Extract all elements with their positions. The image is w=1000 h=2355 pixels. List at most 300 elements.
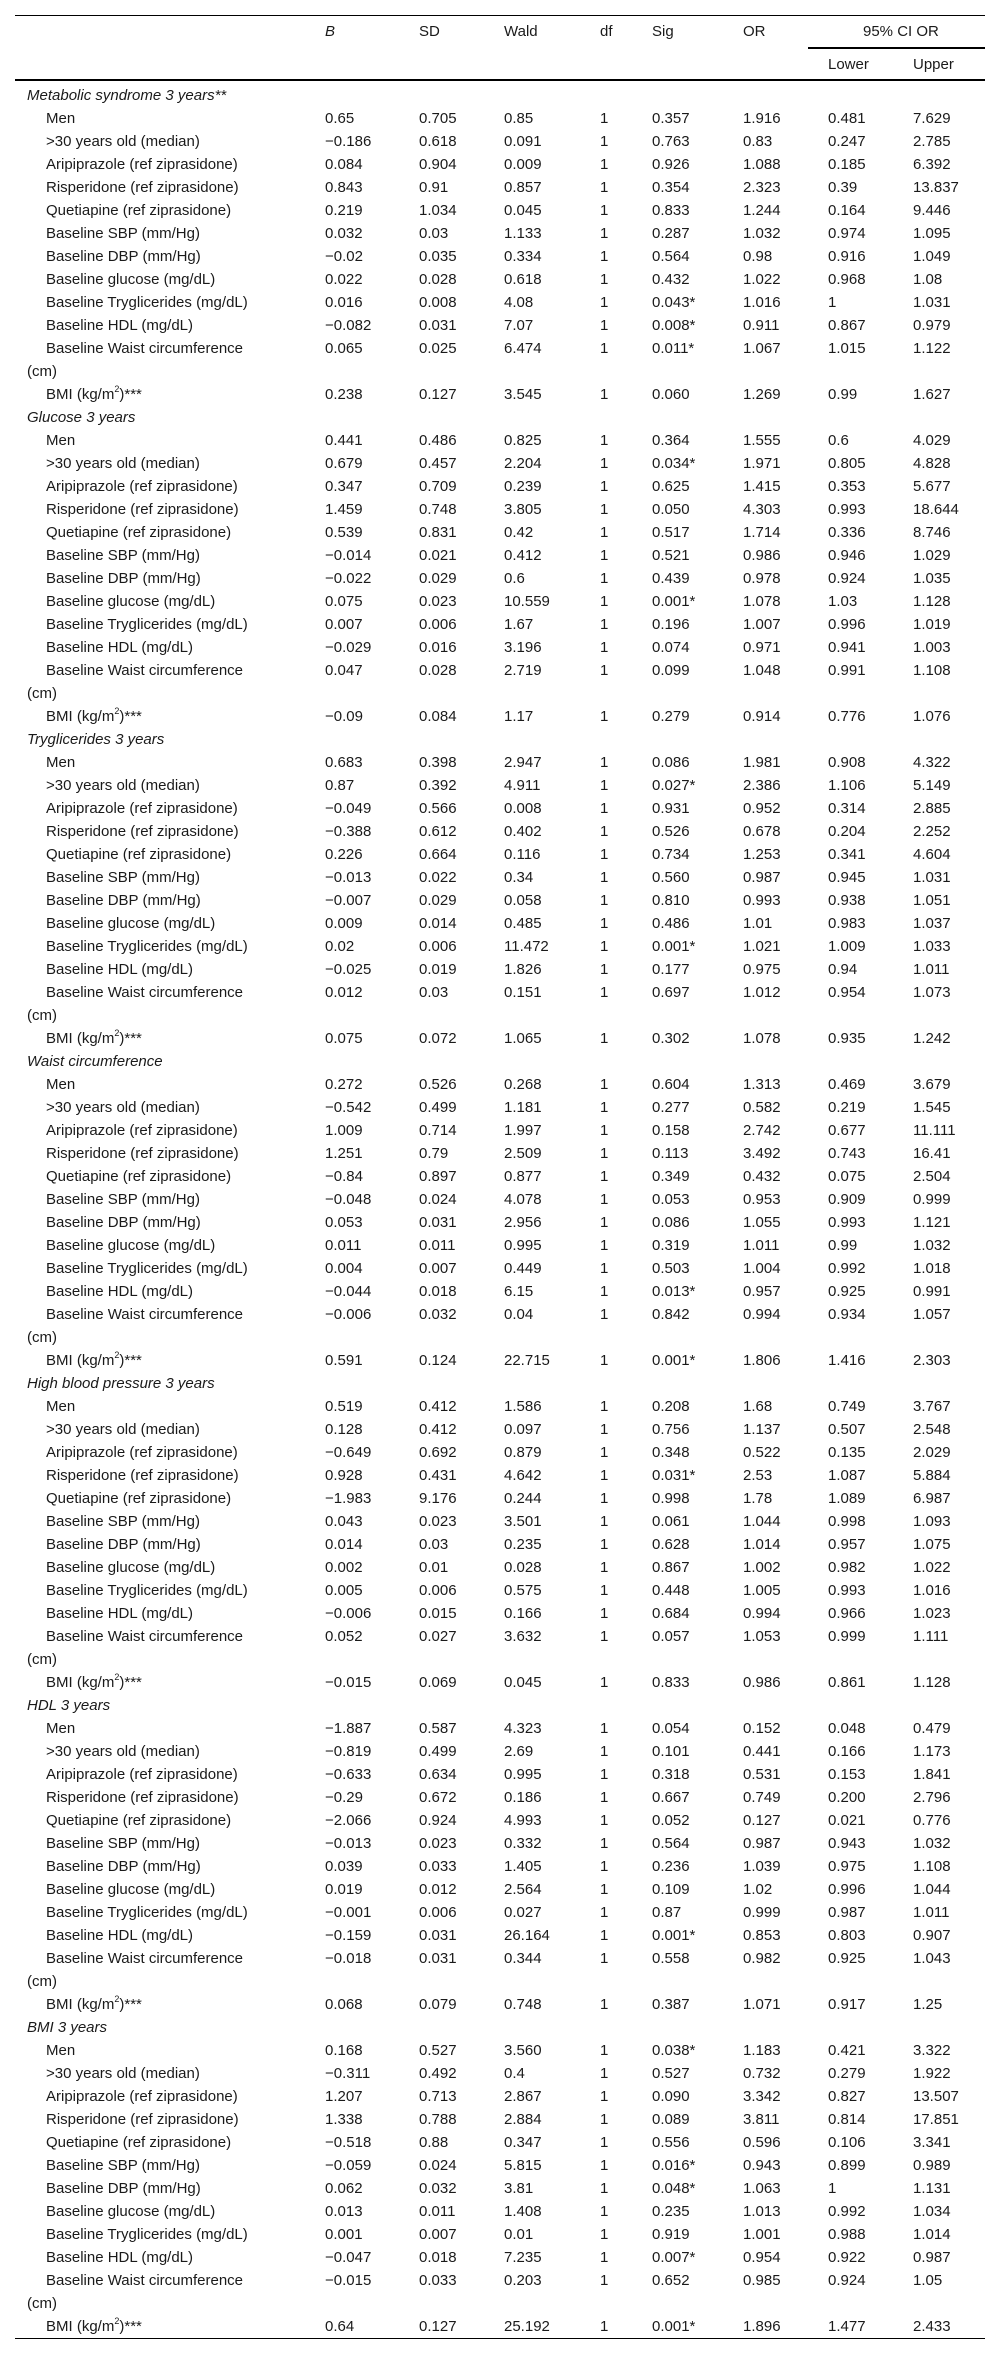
cell-b: −0.047 (325, 2249, 372, 2266)
cell-wald: 2.867 (504, 2088, 542, 2105)
cell-wald: 26.164 (504, 1927, 550, 1944)
cell-sd: 0.714 (419, 1122, 457, 1139)
cell-or: 1.071 (743, 1996, 781, 2013)
cell-or: 0.982 (743, 1950, 781, 1967)
row-label-text: Baseline SBP (mm/Hg) (46, 1513, 200, 1530)
table-row (15, 1786, 985, 1809)
table-row (15, 268, 985, 291)
cell-df: 1 (600, 1030, 609, 1047)
table-row (15, 590, 985, 613)
cell-ci-upper: 1.044 (913, 1881, 951, 1898)
cell-ci-lower: 1.087 (828, 1467, 866, 1484)
cell-or: 0.986 (743, 1674, 781, 1691)
cell-ci-lower: 0.421 (828, 2042, 866, 2059)
cell-ci-upper: 3.767 (913, 1398, 951, 1415)
cell-b: −0.819 (325, 1743, 372, 1760)
row-label (46, 498, 239, 521)
cell-ci-upper: 6.987 (913, 1490, 951, 1507)
table-bottom-rule (15, 2338, 985, 2339)
cell-df: 1 (600, 202, 609, 219)
cell-df: 1 (600, 915, 609, 932)
cell-sd: 0.392 (419, 777, 457, 794)
cell-wald: 7.07 (504, 317, 534, 334)
row-label (46, 1487, 231, 1510)
cell-sd: 0.897 (419, 1168, 457, 1185)
table-row (15, 1441, 985, 1464)
table-row (15, 1165, 985, 1188)
row-label-text: BMI (kg/m (46, 2318, 115, 2335)
cell-b: −0.006 (325, 1605, 372, 1622)
cell-b: 0.039 (325, 1858, 363, 1875)
cell-or: 1.014 (743, 1536, 781, 1553)
row-label-text: >30 years old (median) (46, 2065, 200, 2082)
row-label (46, 222, 200, 245)
row-label-continuation: (cm) (27, 1651, 57, 1668)
cell-or: 1.032 (743, 225, 781, 242)
row-label (46, 2315, 142, 2338)
cell-sd: 0.084 (419, 708, 457, 725)
cell-sig: 0.090 (652, 2088, 690, 2105)
cell-df: 1 (600, 1674, 609, 1691)
cell-or: 0.957 (743, 1283, 781, 1300)
cell-df: 1 (600, 225, 609, 242)
cell-sd: 0.03 (419, 1536, 449, 1553)
cell-b: −0.049 (325, 800, 372, 817)
cell-sig: 0.001* (652, 2318, 696, 2335)
cell-or: 1.013 (743, 2203, 781, 2220)
table-row (15, 2223, 985, 2246)
row-label-text: Baseline DBP (mm/Hg) (46, 892, 201, 909)
cell-b: −0.09 (325, 708, 363, 725)
cell-wald: 0.04 (504, 1306, 534, 1323)
row-label (46, 1717, 75, 1740)
cell-sig: 0.048* (652, 2180, 696, 2197)
row-label-text: Baseline SBP (mm/Hg) (46, 2157, 200, 2174)
cell-ci-lower: 0.94 (828, 961, 858, 978)
row-label (46, 1142, 239, 1165)
table-row (15, 1671, 985, 1694)
cell-sig: 0.057 (652, 1628, 690, 1645)
cell-ci-upper: 0.991 (913, 1283, 951, 1300)
cell-ci-lower: 0.204 (828, 823, 866, 840)
row-label-text: Baseline SBP (mm/Hg) (46, 547, 200, 564)
cell-ci-lower: 0.341 (828, 846, 866, 863)
cell-or: 0.953 (743, 1191, 781, 1208)
cell-wald: 2.884 (504, 2111, 542, 2128)
cell-ci-upper: 1.841 (913, 1766, 951, 1783)
cell-b: −0.29 (325, 1789, 363, 1806)
row-label-text: Baseline Waist circumference (46, 1950, 244, 1967)
cell-df: 1 (600, 156, 609, 173)
cell-or: 0.678 (743, 823, 781, 840)
cell-ci-lower: 0.164 (828, 202, 866, 219)
cell-wald: 1.997 (504, 1122, 542, 1139)
cell-sig: 0.763 (652, 133, 690, 150)
table-row (15, 912, 985, 935)
cell-df: 1 (600, 1927, 609, 1944)
cell-sd: 0.011 (419, 2203, 456, 2220)
cell-wald: 1.408 (504, 2203, 542, 2220)
cell-df: 1 (600, 662, 609, 679)
cell-sig: 0.109 (652, 1881, 690, 1898)
cell-wald: 2.719 (504, 662, 542, 679)
cell-b: 0.679 (325, 455, 363, 472)
cell-ci-lower: 0.954 (828, 984, 866, 1001)
cell-b: −0.159 (325, 1927, 372, 1944)
section-header: High blood pressure 3 years (27, 1375, 215, 1392)
row-label-suffix: )*** (119, 2318, 142, 2335)
cell-sig: 0.043* (652, 294, 696, 311)
cell-ci-lower: 0.975 (828, 1858, 866, 1875)
cell-ci-lower: 0.909 (828, 1191, 866, 1208)
row-label (46, 889, 201, 912)
cell-sig: 0.101 (652, 1743, 690, 1760)
cell-or: 1.005 (743, 1582, 781, 1599)
cell-b: 0.128 (325, 1421, 363, 1438)
cell-wald: 0.879 (504, 1444, 542, 1461)
cell-b: −0.014 (325, 547, 372, 564)
cell-b: −0.025 (325, 961, 372, 978)
cell-wald: 2.509 (504, 1145, 542, 1162)
table-row (15, 544, 985, 567)
cell-or: 0.98 (743, 248, 773, 265)
row-label (46, 1119, 238, 1142)
cell-or: 2.53 (743, 1467, 773, 1484)
row-label-text: Aripiprazole (ref ziprasidone) (46, 478, 238, 495)
cell-ci-lower: 0.166 (828, 1743, 866, 1760)
row-label-text: Baseline Tryglicerides (mg/dL) (46, 1582, 248, 1599)
cell-sig: 0.196 (652, 616, 690, 633)
cell-b: −0.018 (325, 1950, 372, 1967)
cell-ci-lower: 0.917 (828, 1996, 866, 2013)
table-row (15, 176, 985, 199)
cell-ci-lower: 0.279 (828, 2065, 866, 2082)
cell-sd: 0.022 (419, 869, 457, 886)
cell-sig: 0.867 (652, 1559, 690, 1576)
cell-sd: 0.015 (419, 1605, 457, 1622)
cell-b: 0.238 (325, 386, 363, 403)
cell-ci-upper: 1.049 (913, 248, 951, 265)
cell-ci-lower: 0.974 (828, 225, 866, 242)
cell-ci-upper: 1.121 (913, 1214, 951, 1231)
cell-sig: 0.158 (652, 1122, 690, 1139)
cell-or: 0.952 (743, 800, 781, 817)
cell-ci-lower: 0.987 (828, 1904, 866, 1921)
cell-wald: 0.045 (504, 1674, 542, 1691)
cell-ci-upper: 13.507 (913, 2088, 959, 2105)
row-label-text: Baseline Waist circumference (46, 662, 244, 679)
row-label (46, 130, 200, 153)
row-label (46, 2246, 193, 2269)
row-label-text: Aripiprazole (ref ziprasidone) (46, 800, 238, 817)
cell-or: 0.987 (743, 1835, 781, 1852)
cell-sd: 0.018 (419, 1283, 457, 1300)
cell-sd: 0.127 (419, 2318, 457, 2335)
row-label-text: >30 years old (median) (46, 1099, 200, 1116)
cell-ci-lower: 0.916 (828, 248, 866, 265)
cell-sd: 0.014 (419, 915, 457, 932)
cell-sig: 0.439 (652, 570, 690, 587)
row-label-text: Quetiapine (ref ziprasidone) (46, 1490, 232, 1507)
cell-sig: 0.319 (652, 1237, 690, 1254)
cell-df: 1 (600, 754, 609, 771)
row-label (46, 1993, 142, 2016)
cell-ci-lower: 0.481 (828, 110, 866, 127)
row-label-text: Men (46, 1076, 76, 1093)
row-label-text: Quetiapine (ref ziprasidone) (46, 1812, 232, 1829)
cell-sd: 0.499 (419, 1099, 457, 1116)
row-label-text: Men (46, 432, 76, 449)
cell-sig: 0.208 (652, 1398, 690, 1415)
cell-or: 1.313 (743, 1076, 781, 1093)
column-header-wald: Wald (504, 23, 538, 40)
cell-ci-upper: 7.629 (913, 110, 951, 127)
cell-ci-lower: 0.993 (828, 501, 866, 518)
table-row (15, 2177, 985, 2200)
cell-ci-upper: 9.446 (913, 202, 951, 219)
cell-sig: 0.038* (652, 2042, 696, 2059)
cell-df: 1 (600, 271, 609, 288)
cell-df: 1 (600, 1536, 609, 1553)
cell-ci-upper: 2.433 (913, 2318, 951, 2335)
cell-or: 0.971 (743, 639, 781, 656)
cell-b: 0.032 (325, 225, 363, 242)
cell-wald: 1.67 (504, 616, 534, 633)
cell-df: 1 (600, 1352, 609, 1369)
cell-b: −0.186 (325, 133, 372, 150)
table-row (15, 1556, 985, 1579)
cell-ci-lower: 0.938 (828, 892, 866, 909)
cell-ci-lower: 0.827 (828, 2088, 866, 2105)
table-row (15, 1878, 985, 1901)
cell-sig: 0.387 (652, 1996, 690, 2013)
cell-df: 1 (600, 294, 609, 311)
table-row (15, 1763, 985, 1786)
cell-wald: 4.911 (504, 777, 541, 794)
cell-or: 0.522 (743, 1444, 781, 1461)
row-label (46, 429, 75, 452)
column-group-ci: 95% CI OR (863, 23, 939, 40)
table-row (15, 1809, 985, 1832)
row-label (46, 2223, 248, 2246)
cell-ci-lower: 1 (828, 294, 837, 311)
cell-df: 1 (600, 317, 609, 334)
cell-sig: 0.833 (652, 202, 690, 219)
row-label-text: BMI (kg/m (46, 1030, 115, 1047)
cell-ci-lower: 0.924 (828, 2272, 866, 2289)
cell-df: 1 (600, 524, 609, 541)
cell-ci-lower: 0.924 (828, 570, 866, 587)
cell-ci-lower: 0.677 (828, 1122, 866, 1139)
cell-ci-lower: 0.861 (828, 1674, 866, 1691)
row-label-text: Men (46, 754, 76, 771)
table-row (15, 1579, 985, 1602)
cell-or: 0.853 (743, 1927, 781, 1944)
cell-ci-upper: 1.051 (913, 892, 951, 909)
cell-df: 1 (600, 1122, 609, 1139)
cell-wald: 2.947 (504, 754, 542, 771)
cell-b: 0.052 (325, 1628, 363, 1645)
cell-ci-upper: 3.679 (913, 1076, 951, 1093)
cell-df: 1 (600, 1513, 609, 1530)
cell-sig: 0.684 (652, 1605, 690, 1622)
cell-ci-lower: 1.03 (828, 593, 858, 610)
cell-ci-lower: 0.982 (828, 1559, 866, 1576)
table-row (15, 981, 985, 1004)
cell-b: −0.029 (325, 639, 372, 656)
row-label (46, 2085, 238, 2108)
cell-df: 1 (600, 639, 609, 656)
cell-sig: 0.527 (652, 2065, 690, 2082)
cell-or: 1.001 (743, 2226, 781, 2243)
row-label (46, 590, 215, 613)
cell-wald: 1.17 (504, 708, 534, 725)
cell-or: 1.253 (743, 846, 781, 863)
table-row (15, 1832, 985, 1855)
row-label-continuation: (cm) (27, 1973, 57, 1990)
cell-ci-upper: 1.922 (913, 2065, 951, 2082)
cell-df: 1 (600, 1214, 609, 1231)
cell-df: 1 (600, 2065, 609, 2082)
cell-sig: 0.060 (652, 386, 690, 403)
row-label-text: Baseline Waist circumference (46, 1628, 244, 1645)
table-row (15, 429, 985, 452)
cell-df: 1 (600, 1260, 609, 1277)
cell-wald: 2.204 (504, 455, 542, 472)
cell-df: 1 (600, 1812, 609, 1829)
row-label (46, 1878, 215, 1901)
section-header: Waist circumference (27, 1053, 163, 1070)
cell-or: 1.555 (743, 432, 781, 449)
cell-sd: 0.021 (419, 547, 457, 564)
table-row (15, 1740, 985, 1763)
column-header-sig: Sig (652, 23, 674, 40)
row-label (46, 1855, 201, 1878)
row-label-continuation: (cm) (27, 363, 57, 380)
cell-wald: 0.449 (504, 1260, 542, 1277)
cell-wald: 1.133 (504, 225, 542, 242)
table-row (15, 314, 985, 337)
cell-sig: 0.236 (652, 1858, 690, 1875)
cell-sig: 0.919 (652, 2226, 690, 2243)
row-label (46, 1188, 200, 1211)
row-label-text: Quetiapine (ref ziprasidone) (46, 524, 232, 541)
table-row (15, 751, 985, 774)
row-label-text: Risperidone (ref ziprasidone) (46, 1789, 239, 1806)
cell-ci-lower: 0.991 (828, 662, 866, 679)
cell-sig: 0.517 (652, 524, 690, 541)
cell-sd: 0.692 (419, 1444, 457, 1461)
cell-df: 1 (600, 892, 609, 909)
cell-ci-upper: 0.989 (913, 2157, 951, 2174)
cell-or: 1.415 (743, 478, 781, 495)
cell-df: 1 (600, 2088, 609, 2105)
row-label-text: Baseline HDL (mg/dL) (46, 317, 194, 334)
cell-b: 1.459 (325, 501, 363, 518)
cell-ci-lower: 0.983 (828, 915, 866, 932)
cell-or: 3.342 (743, 2088, 781, 2105)
cell-ci-lower: 0.219 (828, 1099, 866, 1116)
table-row (15, 2315, 985, 2338)
cell-wald: 3.632 (504, 1628, 542, 1645)
cell-wald: 0.332 (504, 1835, 542, 1852)
row-label (46, 1556, 215, 1579)
table-row (15, 2085, 985, 2108)
cell-ci-upper: 16.41 (913, 1145, 951, 1162)
cell-df: 1 (600, 1145, 609, 1162)
cell-wald: 7.235 (504, 2249, 542, 2266)
cell-or: 1.244 (743, 202, 781, 219)
cell-ci-upper: 1.093 (913, 1513, 951, 1530)
cell-sd: 0.029 (419, 570, 457, 587)
cell-df: 1 (600, 593, 609, 610)
cell-ci-upper: 1.043 (913, 1950, 951, 1967)
cell-wald: 0.575 (504, 1582, 542, 1599)
cell-sd: 0.016 (419, 639, 457, 656)
cell-or: 1.971 (743, 455, 781, 472)
cell-ci-upper: 1.128 (913, 1674, 951, 1691)
cell-sd: 0.664 (419, 846, 457, 863)
cell-sd: 0.79 (419, 1145, 449, 1162)
row-label-text: Baseline Tryglicerides (mg/dL) (46, 2226, 248, 2243)
cell-or: 4.303 (743, 501, 781, 518)
cell-sd: 0.127 (419, 386, 457, 403)
cell-df: 1 (600, 984, 609, 1001)
cell-wald: 1.405 (504, 1858, 542, 1875)
row-label (46, 1901, 248, 1924)
cell-ci-lower: 0.743 (828, 1145, 866, 1162)
cell-wald: 1.065 (504, 1030, 542, 1047)
row-label (46, 452, 200, 475)
cell-b: 0.65 (325, 110, 355, 127)
cell-wald: 0.995 (504, 1237, 542, 1254)
cell-wald: 0.151 (504, 984, 542, 1001)
cell-sd: 0.612 (419, 823, 457, 840)
cell-ci-upper: 0.999 (913, 1191, 951, 1208)
cell-ci-upper: 2.303 (913, 1352, 951, 1369)
table-row (15, 2269, 985, 2292)
cell-ci-lower: 0.935 (828, 1030, 866, 1047)
cell-or: 0.582 (743, 1099, 781, 1116)
table-row (15, 521, 985, 544)
cell-sig: 0.001* (652, 1352, 696, 1369)
cell-ci-upper: 1.035 (913, 570, 951, 587)
cell-wald: 0.825 (504, 432, 542, 449)
cell-sd: 1.034 (419, 202, 457, 219)
row-label-text: Men (46, 2042, 76, 2059)
cell-ci-upper: 1.627 (913, 386, 951, 403)
cell-b: −0.013 (325, 869, 372, 886)
cell-or: 0.975 (743, 961, 781, 978)
cell-ci-upper: 1.545 (913, 1099, 951, 1116)
cell-ci-upper: 2.885 (913, 800, 951, 817)
cell-sig: 0.625 (652, 478, 690, 495)
row-label-superscript: 2 (114, 1028, 120, 1038)
cell-sig: 0.432 (652, 271, 690, 288)
cell-ci-lower: 0.908 (828, 754, 866, 771)
table-row (15, 820, 985, 843)
cell-ci-lower: 0.749 (828, 1398, 866, 1415)
row-label (46, 866, 200, 889)
cell-or: 2.323 (743, 179, 781, 196)
cell-b: 0.168 (325, 2042, 363, 2059)
cell-b: 0.004 (325, 1260, 363, 1277)
cell-b: 0.87 (325, 777, 355, 794)
cell-sd: 0.124 (419, 1352, 457, 1369)
cell-b: 0.539 (325, 524, 363, 541)
cell-sd: 0.007 (419, 1260, 457, 1277)
cell-ci-upper: 13.837 (913, 179, 959, 196)
